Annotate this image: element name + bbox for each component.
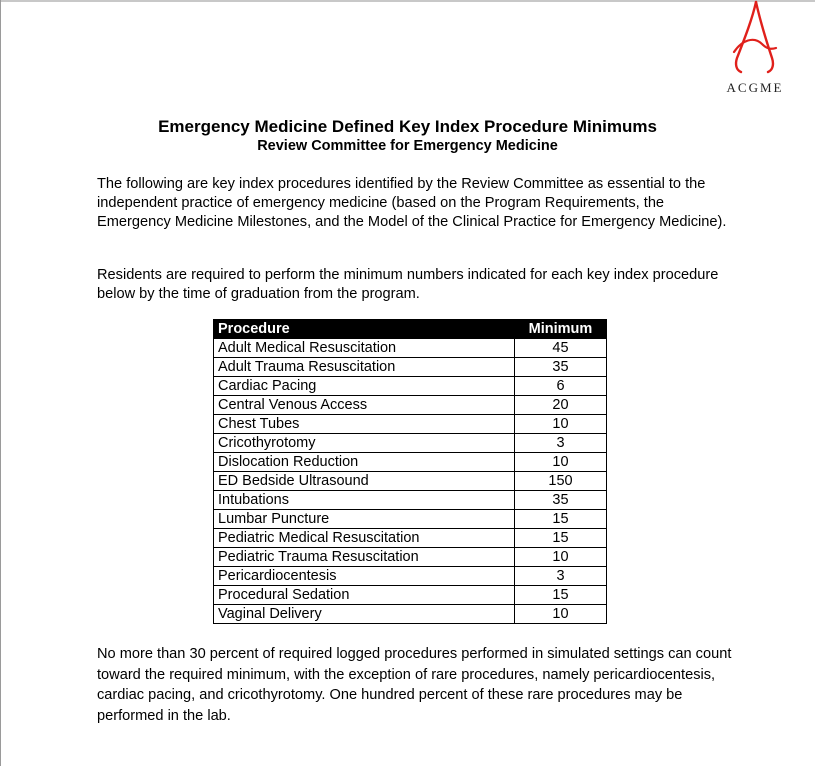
table-row (214, 529, 607, 548)
table-row (214, 586, 607, 605)
procedure-minimum: 10 (515, 453, 607, 472)
table-row (214, 339, 607, 358)
procedure-name: Pericardiocentesis (214, 567, 515, 586)
table-row (214, 396, 607, 415)
procedure-name: Dislocation Reduction (214, 453, 515, 472)
procedure-minimum: 20 (515, 396, 607, 415)
procedure-name: Procedural Sedation (214, 586, 515, 605)
table-row (214, 434, 607, 453)
procedure-minimum: 3 (515, 434, 607, 453)
page-top-edge (0, 0, 815, 2)
column-header-procedure: Procedure (214, 320, 515, 339)
procedure-minimum: 10 (515, 605, 607, 624)
procedure-name: Cardiac Pacing (214, 377, 515, 396)
page-left-edge (0, 0, 1, 766)
procedure-name: Chest Tubes (214, 415, 515, 434)
table-row (214, 605, 607, 624)
column-header-minimum: Minimum (515, 320, 607, 339)
procedure-minimum: 6 (515, 377, 607, 396)
procedure-minimum: 3 (515, 567, 607, 586)
table-row (214, 377, 607, 396)
acgme-logo-mark-icon (732, 0, 778, 76)
requirement-paragraph: Residents are required to perform the minimum numbers indicated for each key index procedure below by the time of graduation from the program. (97, 267, 719, 302)
table-row (214, 510, 607, 529)
table-row (214, 358, 607, 377)
procedure-name: Central Venous Access (214, 396, 515, 415)
procedure-minimum: 35 (515, 358, 607, 377)
procedure-minimum: 150 (515, 472, 607, 491)
table-header-row (214, 320, 607, 339)
acgme-logo (695, 0, 815, 100)
intro-paragraph: The following are key index procedures identified by the Review Committee as essential to the independent practice of emergency medicine (based on the Program Requirements, the Emergency Medicine Milestones, and the Model of the Clinical Practice for Emergency Medicine). (97, 176, 727, 230)
simulation-note-paragraph: No more than 30 percent of required logged procedures performed in simulated settings can count toward the required minimum, with the exception of rare procedures, namely pericardiocentesis, cardiac pacing, and cricothyrotomy. One hundred percent of these rare procedures may be performed in the lab. (97, 646, 732, 724)
procedure-name: Pediatric Medical Resuscitation (214, 529, 515, 548)
procedure-name: Vaginal Delivery (214, 605, 515, 624)
procedure-minimum: 15 (515, 529, 607, 548)
procedure-minimum: 10 (515, 548, 607, 567)
procedure-minimum: 15 (515, 510, 607, 529)
table-row (214, 548, 607, 567)
procedure-name: Intubations (214, 491, 515, 510)
procedure-minimum: 15 (515, 586, 607, 605)
table-row (214, 472, 607, 491)
procedure-name: Cricothyrotomy (214, 434, 515, 453)
table-row (214, 415, 607, 434)
procedure-name: Adult Medical Resuscitation (214, 339, 515, 358)
procedure-name: Adult Trauma Resuscitation (214, 358, 515, 377)
procedure-name: Lumbar Puncture (214, 510, 515, 529)
procedure-name: Pediatric Trauma Resuscitation (214, 548, 515, 567)
page-title: Emergency Medicine Defined Key Index Procedure Minimums (158, 117, 657, 136)
acgme-logo-text: ACGME (726, 80, 784, 95)
page-subtitle: Review Committee for Emergency Medicine (257, 138, 558, 154)
procedure-minimum: 45 (515, 339, 607, 358)
table-row (214, 453, 607, 472)
procedure-minimums-table (213, 319, 607, 624)
procedure-name: ED Bedside Ultrasound (214, 472, 515, 491)
procedure-minimum: 10 (515, 415, 607, 434)
procedure-minimum: 35 (515, 491, 607, 510)
table-row (214, 491, 607, 510)
table-row (214, 567, 607, 586)
